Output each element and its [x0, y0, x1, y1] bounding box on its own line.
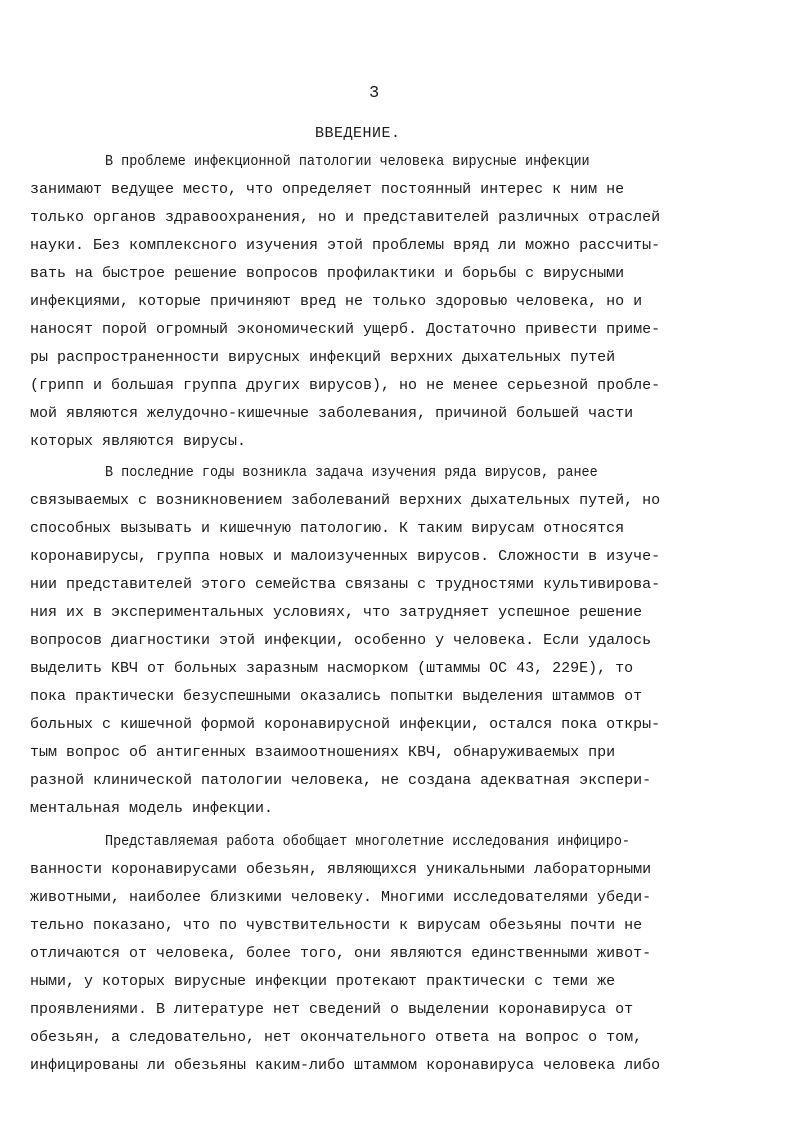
- text-line: ментальная модель инфекции.: [30, 800, 274, 817]
- text-line: пока практически безуспешными оказались попытки выделения штаммов от: [30, 688, 643, 705]
- text-line: связываемых с возникновением заболеваний верхних дыхательных путей, но: [30, 492, 661, 509]
- text-line: вать на быстрое решение вопросов профилактики и борьбы с вирусными: [30, 265, 625, 282]
- text-line: отличаются от человека, более того, они являются единственными живот-: [30, 945, 652, 962]
- text-line: разной клинической патологии человека, не создана адекватная экспери-: [30, 772, 652, 789]
- text-line: инфицированы ли обезьяны каким-либо штаммом коронавируса человека либо: [30, 1057, 661, 1074]
- page-number: 3: [369, 84, 380, 103]
- text-line: В последние годы возникла задача изучения ряда вирусов, ранее: [105, 464, 598, 481]
- text-line: которых являются вирусы.: [30, 433, 247, 450]
- text-line: больных с кишечной формой коронавирусной инфекции, остался пока откры-: [30, 716, 661, 733]
- text-line: вопросов диагностики этой инфекции, особенно у человека. Если удалось: [30, 632, 652, 649]
- text-line: животными, наиболее близкими человеку. Многими исследователями убеди-: [30, 889, 652, 906]
- text-line: науки. Без комплексного изучения этой проблемы вряд ли можно рассчиты-: [30, 237, 661, 254]
- text-line: ры распространенности вирусных инфекций верхних дыхательных путей: [30, 349, 616, 366]
- text-line: нии представителей этого семейства связаны с трудностями культивирова-: [30, 576, 661, 593]
- text-line: наносят порой огромный экономический ущерб. Достаточно привести приме-: [30, 321, 661, 338]
- text-line: тым вопрос об антигенных взаимоотношениях КВЧ, обнаруживаемых при: [30, 744, 616, 761]
- text-line: ванности коронавирусами обезьян, являющихся уникальными лабораторными: [30, 861, 652, 878]
- text-line: инфекциями, которые причиняют вред не только здоровью человека, но и: [30, 293, 643, 310]
- text-line: тельно показано, что по чувствительности к вирусам обезьяны почти не: [30, 917, 643, 934]
- text-line: В проблеме инфекционной патологии человека вирусные инфекции: [105, 153, 590, 170]
- text-line: только органов здравоохранения, но и представителей различных отраслей: [30, 209, 661, 226]
- text-line: проявлениями. В литературе нет сведений о выделении коронавируса от: [30, 1001, 634, 1018]
- text-line: обезьян, а следовательно, нет окончательного ответа на вопрос о том,: [30, 1029, 643, 1046]
- text-line: ными, у которых вирусные инфекции протекают практически с теми же: [30, 973, 616, 990]
- text-line: выделить КВЧ от больных заразным насморком (штаммы ОС 43, 229Е), то: [30, 660, 634, 677]
- text-line: (грипп и большая группа других вирусов), но не менее серьезной пробле-: [30, 377, 661, 394]
- text-line: занимают ведущее место, что определяет постоянный интерес к ним не: [30, 181, 625, 198]
- text-line: ния их в экспериментальных условиях, что затрудняет успешное решение: [30, 604, 643, 621]
- text-line: мой являются желудочно-кишечные заболевания, причиной большей части: [30, 405, 634, 422]
- text-line: Представляемая работа обобщает многолетние исследования инфициро-: [105, 833, 630, 850]
- text-line: коронавирусы, группа новых и малоизученных вирусов. Сложности в изуче-: [30, 548, 661, 565]
- text-line: способных вызывать и кишечную патологию. К таким вирусам относятся: [30, 520, 625, 537]
- section-heading: ВВЕДЕНИЕ.: [315, 125, 401, 142]
